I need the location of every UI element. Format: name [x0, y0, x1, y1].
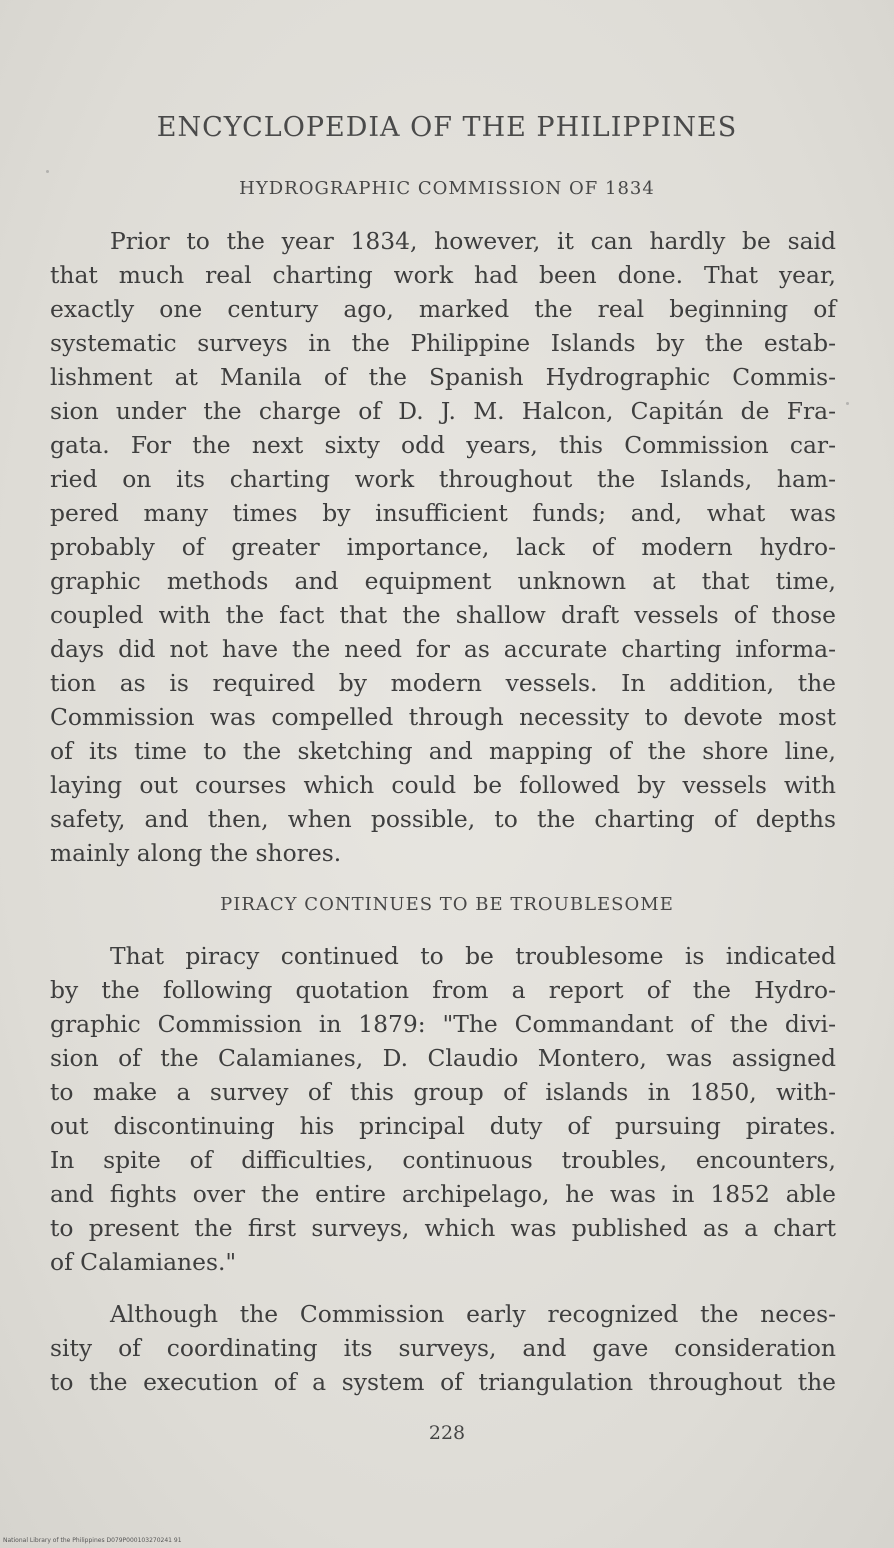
text-line: Although the Commission early recognized the neces-	[110, 1300, 836, 1328]
archive-footer-note: National Library of the Philippines D079P000103270241 91	[3, 1537, 182, 1544]
section-heading-piracy: PIRACY CONTINUES TO BE TROUBLESOME	[220, 894, 674, 915]
text-line: days did not have the need for as accurate charting informa-	[50, 635, 836, 663]
text-line: systematic surveys in the Philippine Islands by the estab-	[50, 329, 836, 357]
text-line: mainly along the shores.	[50, 839, 342, 867]
text-line: ried on its charting work throughout the Islands, ham-	[50, 465, 836, 493]
text-line: safety, and then, when possible, to the charting of depths	[50, 805, 836, 833]
text-line: gata. For the next sixty odd years, this Commission car-	[50, 431, 836, 459]
text-line: graphic Commission in 1879: "The Commandant of the divi-	[50, 1010, 836, 1038]
text-line: sion of the Calamianes, D. Claudio Montero, was assigned	[50, 1044, 836, 1072]
paper-speck	[846, 402, 849, 405]
text-line: graphic methods and equipment unknown at that time,	[50, 567, 836, 595]
text-line: lishment at Manila of the Spanish Hydrographic Commis-	[50, 363, 836, 391]
text-line: to present the first surveys, which was published as a chart	[50, 1214, 836, 1242]
page-number: 228	[428, 1422, 466, 1444]
paper-speck	[46, 170, 49, 173]
text-line: sity of coordinating its surveys, and gave consideration	[50, 1334, 836, 1362]
text-line: out discontinuing his principal duty of pursuing pirates.	[50, 1112, 836, 1140]
text-line: That piracy continued to be troublesome is indicated	[110, 942, 836, 970]
text-line: that much real charting work had been done. That year,	[50, 261, 836, 289]
text-line: of Calamianes."	[50, 1248, 237, 1276]
text-line: In spite of difficulties, continuous troubles, encounters,	[50, 1146, 836, 1174]
paragraph-piracy	[50, 939, 836, 1279]
text-line: coupled with the fact that the shallow draft vessels of those	[50, 601, 836, 629]
text-line: sion under the charge of D. J. M. Halcon, Capitán de Fra-	[50, 397, 836, 425]
text-line: pered many times by insufficient funds; and, what was	[50, 499, 836, 527]
text-line: Prior to the year 1834, however, it can hardly be said	[110, 227, 836, 255]
text-line: by the following quotation from a report of the Hydro-	[50, 976, 836, 1004]
text-line: laying out courses which could be followed by vessels with	[50, 771, 836, 799]
text-line: of its time to the sketching and mapping of the shore line,	[50, 737, 836, 765]
text-line: to the execution of a system of triangulation throughout the	[50, 1368, 836, 1396]
paragraph-hydrographic-commission	[50, 224, 836, 870]
section-heading-hydrographic-commission: HYDROGRAPHIC COMMISSION OF 1834	[239, 178, 655, 199]
text-line: Commission was compelled through necessity to devote most	[50, 703, 836, 731]
text-line: exactly one century ago, marked the real beginning of	[50, 295, 836, 323]
text-line: and fights over the entire archipelago, he was in 1852 able	[50, 1180, 836, 1208]
paragraph-triangulation	[50, 1297, 836, 1399]
text-line: probably of greater importance, lack of modern hydro-	[50, 533, 836, 561]
text-line: to make a survey of this group of islands in 1850, with-	[50, 1078, 836, 1106]
text-line: tion as is required by modern vessels. In addition, the	[50, 669, 836, 697]
running-head: ENCYCLOPEDIA OF THE PHILIPPINES	[156, 112, 738, 143]
